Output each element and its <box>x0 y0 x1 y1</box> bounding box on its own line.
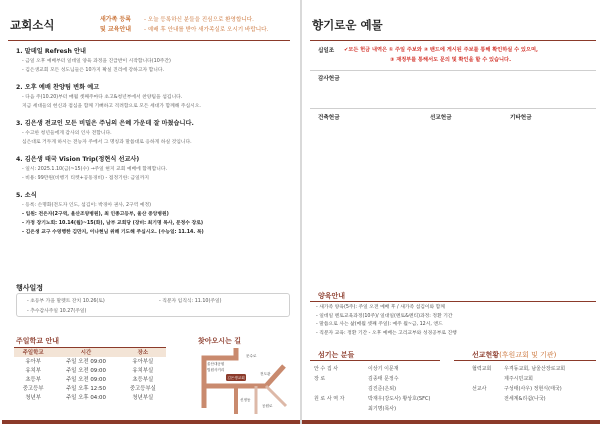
announce-line: - 직분자 교육: 정환 기간 - 오후 예배는 고리교부와 성경공부로 진행 <box>316 330 457 336</box>
schedule-line: - 초등부 가을 말렛트 잔치 10.26(토) <box>27 299 105 304</box>
section-divider <box>310 301 596 302</box>
news-item <box>16 46 288 75</box>
announce-line: - 말씀으로 사는 삶(매월 셋째 주일): 예주 월~금, 12시, 앤드 <box>316 322 443 328</box>
table-cell: 주일 오후 12:50 <box>66 386 106 392</box>
news-line: 심은대로 거두게 하시는 전능자 주에서 그 명칭과 말씀대로 응하게 하실 것입니다. <box>22 140 192 145</box>
table-cell: 주일 오전 09:00 <box>66 368 106 374</box>
page-divider <box>300 0 302 424</box>
server-name: 박재우(강도사) 황상호(SFC) <box>368 396 431 402</box>
mission-type <box>472 374 491 384</box>
left-page <box>2 0 292 424</box>
church-label: 김은생교회 <box>227 376 245 381</box>
header-divider <box>310 40 596 41</box>
map-label: 전도관 <box>260 372 271 376</box>
table-row <box>14 393 166 402</box>
section-divider <box>454 360 596 361</box>
sunday-school-title: 주일학교 안내 <box>16 337 60 345</box>
table-cell: 주일 오후 04:00 <box>66 395 106 401</box>
newcomer-label-line: 및 교육안내 <box>100 26 132 33</box>
header-divider <box>8 40 290 41</box>
newcomer-label-line: 새가족 등록 <box>100 16 132 23</box>
server-role <box>314 384 345 394</box>
thanks-offering-label: 감사헌금 <box>318 76 340 82</box>
directions-title: 찾아오시는 길 <box>198 337 242 345</box>
other-offering-label: 기타헌금 <box>510 115 532 121</box>
mission-title-main: 선교현황 <box>472 351 500 359</box>
newcomer-label <box>100 15 142 35</box>
notice-line: ✔모든 헌금 내역은 ① 주일 주보와 ② 밴드에 게시된 주보를 통해 확인하실 수 있으며, <box>344 47 538 53</box>
map-label: 신정동 <box>240 398 251 402</box>
news-line: - 수고한 청년들에게 감사의 인사 전합니다. <box>22 131 112 136</box>
server-name: 김종태 문정수 <box>368 376 399 382</box>
table-header: 장소 <box>120 348 166 357</box>
announce-line: - 일데일 멘토교육과정(10주)/ 일대일(멘토&멘티)과정: 정환 기간 <box>316 313 453 319</box>
schedule-box <box>16 293 290 317</box>
table-cell: 청년부실 <box>132 395 154 401</box>
tithe-label: 십일조 <box>318 48 335 54</box>
table-cell: 주일 오전 09:00 <box>66 377 106 383</box>
news-item <box>16 190 288 237</box>
table-cell: 주일 오전 09:00 <box>66 359 106 365</box>
servers-roles <box>314 364 345 414</box>
announce-title: 양육안내 <box>318 292 346 300</box>
server-name: 이상기 이문재 <box>368 366 399 372</box>
table-cell: 중고등부 <box>22 386 44 392</box>
row-divider <box>310 70 596 71</box>
mission-type <box>472 394 491 404</box>
schedule-line: - 추수감사주일 10.27(주일) <box>27 309 87 314</box>
server-role: 원 로 사 역 자 <box>314 396 345 402</box>
table-cell: 초등부 <box>25 377 41 383</box>
news-heading: 3. 김은생 전교인 모든 비밀은 주님의 은혜 가운데 잘 마쳤습니다. <box>16 120 194 127</box>
bottom-accent-bar <box>302 420 600 424</box>
news-title: 교회소식 <box>10 18 55 32</box>
mission-names <box>504 364 565 404</box>
offering-notice <box>344 45 538 65</box>
news-heading: 5. 소식 <box>16 192 37 199</box>
news-line: 지금 세대들의 헌신과 점심을 함께 기뻐하고 격려함으로 모든 세대가 함께해 주십시오. <box>22 104 201 109</box>
newcomer-desc <box>144 15 294 35</box>
table-cell: 유치부 <box>25 368 41 374</box>
announce-list <box>316 304 598 338</box>
news-line: - 다음 주(10.20)부터 매월 셋째주마다 초고&청년부에서 찬양팀을 섬깁니다. <box>22 95 183 100</box>
table-row <box>14 384 166 393</box>
table-cell: 유치부실 <box>132 368 154 374</box>
server-role: 안 수 집 사 <box>314 366 339 372</box>
map-label: 울산대공원 <box>207 362 225 366</box>
map-label: 문수로 <box>246 354 257 358</box>
table-header: 주일학교 <box>14 348 52 357</box>
table-cell: 중고등부실 <box>129 386 156 392</box>
news-item <box>16 118 288 147</box>
notice-line: ③ 재정부를 통해서도 문의 및 확인을 할 수 있습니다. <box>390 57 512 63</box>
news-heading: 4. 김은생 태국 Vision Trip(정현식 선교사) <box>16 156 140 163</box>
servers-title: 섬기는 분들 <box>318 351 355 359</box>
news-line: - 등록: 손명화(전도자 인도, 섬김이: 박경아 권사, 2구역 예정) <box>22 203 151 208</box>
table-cell: 유아부 <box>25 359 41 365</box>
section-divider <box>310 360 440 361</box>
schedule-title: 행사일정 <box>16 284 44 292</box>
schedule-line: - 직분자 임직식: 11.10(주일) <box>159 299 222 304</box>
offering-title: 향기로운 예물 <box>312 18 383 32</box>
news-line: - 일시: 2025.1.10(금)~15(수) →주일 현지 교회 예배에 함께합니다. <box>22 167 167 172</box>
right-page <box>306 0 596 424</box>
table-cell: 초등부실 <box>132 377 154 383</box>
announce-line: - 새가족 양육(5주): 주일 오전 예배 후 / 새가족 섬김이와 함께 <box>316 305 445 310</box>
news-line: - 비용: 99만원(비행기 티켓+공동경비) - 접정기한: 금일까지 <box>22 176 150 181</box>
map-label: 공원로 <box>262 404 273 408</box>
servers-names <box>368 364 430 414</box>
building-offering-label: 건축헌금 <box>318 115 340 121</box>
mission-title <box>472 350 556 360</box>
news-list <box>16 46 288 244</box>
news-line: - 금일 오후 예배부터 일데일 양육 과정을 진급반이 시작합니다(10주간) <box>22 59 171 64</box>
table-cell: 유아부실 <box>132 359 154 365</box>
mission-offering-label: 선교헌금 <box>430 115 452 121</box>
table-cell: 청년부 <box>25 395 41 401</box>
server-role <box>314 404 345 414</box>
directions-map <box>196 346 290 416</box>
map-graphic <box>196 346 290 416</box>
mission-name: 제주시민교회 <box>504 376 533 382</box>
newcomer-desc-line: - 예배 후 안내를 받아 새가족실로 오시기 바랍니다. <box>144 27 269 33</box>
mission-type: 협력교회 <box>472 366 492 372</box>
table-header: 시간 <box>52 348 119 357</box>
table-row <box>14 357 166 366</box>
table-row <box>14 366 166 375</box>
mission-type: 선교사 <box>472 386 487 392</box>
server-role: 장 로 <box>314 376 326 382</box>
table-row <box>14 375 166 384</box>
news-line: - 가정 장기노회: 10.14(월)~15(화), 남부 교회당 (장비: 최기명 목사, 문정수 장로) <box>22 221 204 226</box>
server-name: 김진준(은퇴) <box>368 386 397 392</box>
server-name: 최기명(목사) <box>368 406 397 412</box>
news-line: - 입원: 전은자(2구역, 울산조양병원), 최 인종고등부, 울산 중앙병원) <box>22 212 169 217</box>
newcomer-desc-line: - 오늘 등록하신 분들을 진심으로 환영합니다. <box>144 17 254 23</box>
sunday-school-table <box>14 347 166 402</box>
news-item <box>16 154 288 183</box>
news-line: - 김은생교회 모든 성도님들은 10가지 확실 진리에 강하고자 합니다. <box>22 68 165 73</box>
news-heading: 2. 오후 예배 찬양팀 변화 예고 <box>16 84 100 91</box>
bottom-accent-bar <box>2 420 300 424</box>
news-heading: 1. 말데일 Refresh 안내 <box>16 48 86 55</box>
mission-title-suffix: (후원교회 및 기관) <box>499 351 557 359</box>
mission-name: 전세계&리쉼(나국) <box>504 396 546 402</box>
map-label: 법원사거리 <box>207 368 225 372</box>
news-line: - 김은생 교구 수영행한 김만지, 이나현님 위해 기도해 주십시오. (수능일: 11.14. 목) <box>22 230 204 235</box>
mission-name: 우격동교회, 남울산장로교회 <box>504 366 566 372</box>
news-header <box>8 6 292 42</box>
mission-types <box>472 364 491 404</box>
news-item <box>16 82 288 111</box>
row-divider <box>310 108 596 109</box>
mission-name: 구성태(사우) 정현식(태국) <box>504 386 562 392</box>
